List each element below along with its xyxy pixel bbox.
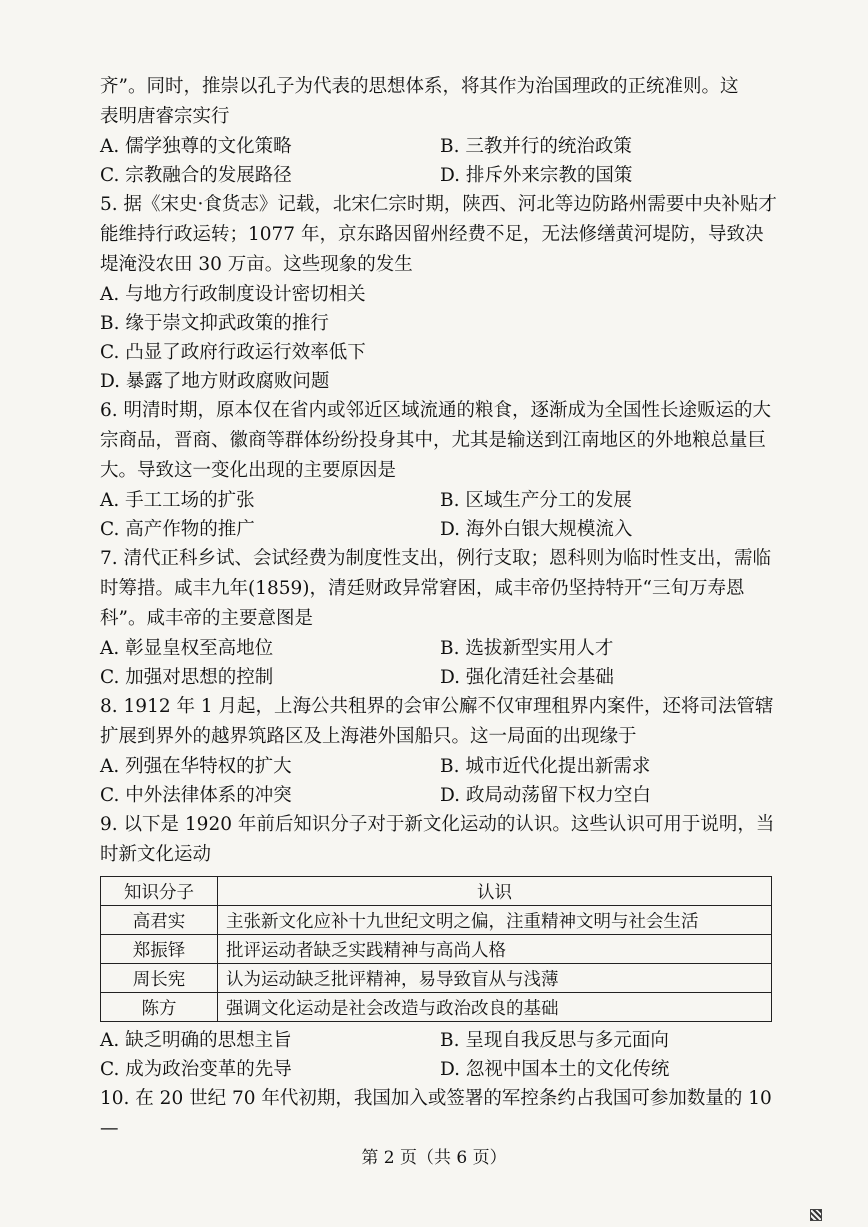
table-cell-name: 郑振铎 xyxy=(101,935,218,964)
q6-option-b[interactable]: B. 区域生产分工的发展 xyxy=(440,490,632,511)
question-8 xyxy=(100,692,780,810)
table-cell-view: 批评运动者缺乏实践精神与高尚人格 xyxy=(218,935,772,964)
question-10 xyxy=(100,1084,780,1144)
q4-line1: 齐”。同时，推崇以孔子为代表的思想体系，将其作为治国理政的正统准则。这 xyxy=(100,76,739,97)
table-row xyxy=(101,935,772,964)
q4-options xyxy=(100,132,780,190)
q9-options xyxy=(100,1026,780,1084)
q9-option-a[interactable]: A. 缺乏明确的思想主旨 xyxy=(100,1030,292,1051)
q4-option-a[interactable]: A. 儒学独尊的文化策略 xyxy=(100,136,292,157)
table-cell-name: 高君实 xyxy=(101,906,218,935)
table-cell-name: 陈方 xyxy=(101,993,218,1022)
q7-options xyxy=(100,634,780,692)
q4-option-d[interactable]: D. 排斥外来宗教的国策 xyxy=(440,165,633,186)
q5-stem: 5. 据《宋史·食货志》记载，北宋仁宗时期，陕西、河北等边防路州需要中央补贴才能维持行政运转；1077 年，京东路因留州经费不足，无法修缮黄河堤防，导致决堤淹没农田 30 万亩。这些现象的发生 xyxy=(100,194,777,275)
q9-option-d[interactable]: D. 忽视中国本土的文化传统 xyxy=(440,1059,670,1080)
table-cell-view: 主张新文化应补十九世纪文明之偏，注重精神文明与社会生活 xyxy=(218,906,772,935)
q6-option-a[interactable]: A. 手工工场的扩张 xyxy=(100,490,255,511)
page-footer: 第 2 页（共 6 页） xyxy=(361,1148,507,1168)
table-cell-name: 周长宪 xyxy=(101,964,218,993)
q4-option-b[interactable]: B. 三教并行的统治政策 xyxy=(440,136,632,157)
q5-option-b[interactable]: B. 缘于崇文抑武政策的推行 xyxy=(100,313,329,334)
q5-option-c[interactable]: C. 凸显了政府行政运行效率低下 xyxy=(100,342,366,363)
q5-options xyxy=(100,280,780,396)
question-5 xyxy=(100,190,780,396)
question-7 xyxy=(100,544,780,692)
table-header-row xyxy=(101,877,772,906)
q7-option-a[interactable]: A. 彰显皇权至高地位 xyxy=(100,638,274,659)
q8-option-a[interactable]: A. 列强在华特权的扩大 xyxy=(100,756,292,777)
q9-stem: 9. 以下是 1920 年前后知识分子对于新文化运动的认识。这些认识可用于说明，当时新文化运动 xyxy=(100,814,775,865)
question-6 xyxy=(100,396,780,544)
q10-stem: 10. 在 20 世纪 70 年代初期，我国加入或签署的军控条约占我国可参加数量的 10— xyxy=(100,1088,772,1139)
q5-option-a[interactable]: A. 与地方行政制度设计密切相关 xyxy=(100,284,366,305)
q9-option-c[interactable]: C. 成为政治变革的先导 xyxy=(100,1059,292,1080)
question-4-tail xyxy=(100,72,780,190)
question-9 xyxy=(100,810,780,1084)
intellectuals-table xyxy=(100,876,772,1022)
table-cell-view: 认为运动缺乏批评精神，易导致盲从与浅薄 xyxy=(218,964,772,993)
q8-stem: 8. 1912 年 1 月起，上海公共租界的会审公廨不仅审理租界内案件，还将司法管辖扩展到界外的越界筑路区及上海港外国船只。这一局面的出现缘于 xyxy=(100,696,774,747)
q6-option-d[interactable]: D. 海外白银大规模流入 xyxy=(440,519,633,540)
page-content xyxy=(100,72,780,1144)
qr-code-icon xyxy=(810,1209,822,1221)
q4-line2: 表明唐睿宗实行 xyxy=(100,106,230,127)
q9-option-b[interactable]: B. 呈现自我反思与多元面向 xyxy=(440,1030,669,1051)
table-header-intellectual: 知识分子 xyxy=(101,877,218,906)
q7-option-d[interactable]: D. 强化清廷社会基础 xyxy=(440,667,614,688)
qr-watermark xyxy=(810,1209,862,1221)
q4-option-c[interactable]: C. 宗教融合的发展路径 xyxy=(100,165,292,186)
q5-option-d[interactable]: D. 暴露了地方财政腐败问题 xyxy=(100,371,330,392)
q6-option-c[interactable]: C. 高产作物的推广 xyxy=(100,519,255,540)
table-row xyxy=(101,906,772,935)
q6-stem: 6. 明清时期，原本仅在省内或邻近区域流通的粮食，逐渐成为全国性长途贩运的大宗商品，晋商、徽商等群体纷纷投身其中，尤其是输送到江南地区的外地粮总量巨大。导致这一变化出现的主要原因是 xyxy=(100,400,772,481)
table-row xyxy=(101,993,772,1022)
q8-option-c[interactable]: C. 中外法律体系的冲突 xyxy=(100,785,292,806)
q8-option-b[interactable]: B. 城市近代化提出新需求 xyxy=(440,756,651,777)
table-cell-view: 强调文化运动是社会改造与政治改良的基础 xyxy=(218,993,772,1022)
table-row xyxy=(101,964,772,993)
q8-option-d[interactable]: D. 政局动荡留下权力空白 xyxy=(440,785,651,806)
q6-options xyxy=(100,486,780,544)
table-header-view: 认识 xyxy=(218,877,772,906)
q7-option-c[interactable]: C. 加强对思想的控制 xyxy=(100,667,274,688)
q8-options xyxy=(100,752,780,810)
q7-option-b[interactable]: B. 选拔新型实用人才 xyxy=(440,638,614,659)
q7-stem: 7. 清代正科乡试、会试经费为制度性支出，例行支取；恩科则为临时性支出，需临时筹措。咸丰九年(1859)，清廷财政异常窘困，咸丰帝仍坚持特开“三旬万寿恩科”。咸丰帝的主要意图是 xyxy=(100,548,772,629)
